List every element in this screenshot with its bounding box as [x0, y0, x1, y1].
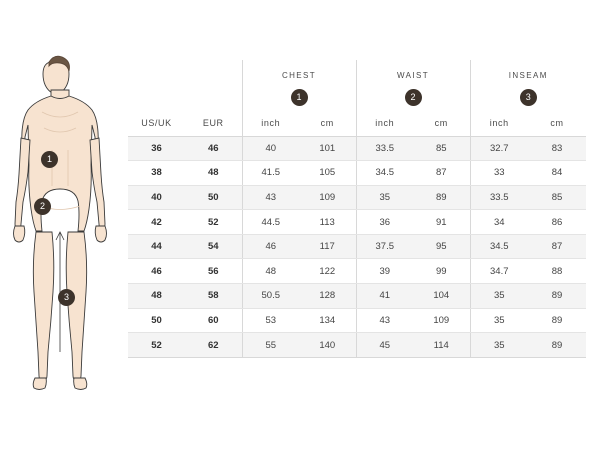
- figure-marker-chest: 1: [41, 151, 58, 168]
- cell-chest-inch: 43: [242, 185, 299, 210]
- cell-chest-inch: 50.5: [242, 284, 299, 309]
- size-chart-body: [128, 136, 586, 357]
- cell-chest-inch: 44.5: [242, 210, 299, 235]
- cell-inseam-cm: 87: [528, 234, 586, 259]
- cell-waist-inch: 41: [356, 284, 413, 309]
- cell-chest-inch: 40: [242, 136, 299, 161]
- cell-chest-inch: 55: [242, 333, 299, 358]
- cell-waist-cm: 91: [413, 210, 470, 235]
- cell-chest-cm: 101: [299, 136, 356, 161]
- badge-cell-chest: [242, 82, 356, 110]
- cell-us-uk: 36: [128, 136, 185, 161]
- cell-waist-inch: 37.5: [356, 234, 413, 259]
- cell-inseam-cm: 85: [528, 185, 586, 210]
- cell-chest-cm: 122: [299, 259, 356, 284]
- cell-chest-inch: 48: [242, 259, 299, 284]
- size-chart-table: [128, 60, 586, 358]
- cell-inseam-inch: 34: [470, 210, 528, 235]
- badge-waist: 2: [405, 89, 422, 106]
- badge-cell-waist: [356, 82, 470, 110]
- size-chart-table-wrapper: [128, 60, 586, 358]
- cell-inseam-inch: 33: [470, 161, 528, 186]
- figure-marker-waist: 2: [34, 198, 51, 215]
- badge-blank: [128, 82, 242, 110]
- table-row: [128, 259, 586, 284]
- table-row: [128, 161, 586, 186]
- cell-inseam-inch: 34.5: [470, 234, 528, 259]
- cell-inseam-cm: 84: [528, 161, 586, 186]
- group-header-row: [128, 60, 586, 82]
- cell-inseam-cm: 88: [528, 259, 586, 284]
- cell-eur: 60: [185, 308, 242, 333]
- cell-us-uk: 44: [128, 234, 185, 259]
- table-row: [128, 234, 586, 259]
- cell-us-uk: 42: [128, 210, 185, 235]
- cell-waist-cm: 109: [413, 308, 470, 333]
- cell-us-uk: 38: [128, 161, 185, 186]
- cell-eur: 52: [185, 210, 242, 235]
- column-header-waist-cm: cm: [413, 110, 470, 136]
- cell-inseam-inch: 35: [470, 308, 528, 333]
- cell-inseam-inch: 34.7: [470, 259, 528, 284]
- cell-inseam-cm: 89: [528, 284, 586, 309]
- cell-chest-cm: 128: [299, 284, 356, 309]
- cell-waist-cm: 99: [413, 259, 470, 284]
- cell-us-uk: 40: [128, 185, 185, 210]
- figure-marker-inseam: 3: [58, 289, 75, 306]
- cell-waist-cm: 89: [413, 185, 470, 210]
- column-header-waist-inch: inch: [356, 110, 413, 136]
- column-header-chest-inch: inch: [242, 110, 299, 136]
- cell-eur: 58: [185, 284, 242, 309]
- column-header-us-uk: US/UK: [128, 110, 185, 136]
- cell-eur: 48: [185, 161, 242, 186]
- cell-waist-inch: 43: [356, 308, 413, 333]
- column-header-inseam-cm: cm: [528, 110, 586, 136]
- cell-chest-cm: 140: [299, 333, 356, 358]
- group-badge-row: [128, 82, 586, 110]
- group-header-blank: [128, 60, 242, 82]
- cell-chest-cm: 113: [299, 210, 356, 235]
- cell-inseam-inch: 32.7: [470, 136, 528, 161]
- cell-inseam-inch: 35: [470, 284, 528, 309]
- cell-waist-cm: 87: [413, 161, 470, 186]
- cell-inseam-inch: 35: [470, 333, 528, 358]
- cell-inseam-cm: 89: [528, 333, 586, 358]
- group-header-waist: WAIST: [356, 60, 470, 82]
- cell-waist-cm: 114: [413, 333, 470, 358]
- table-row: [128, 210, 586, 235]
- cell-waist-cm: 95: [413, 234, 470, 259]
- cell-waist-inch: 36: [356, 210, 413, 235]
- cell-eur: 46: [185, 136, 242, 161]
- column-header-inseam-inch: inch: [470, 110, 528, 136]
- cell-waist-cm: 85: [413, 136, 470, 161]
- cell-us-uk: 52: [128, 333, 185, 358]
- cell-eur: 56: [185, 259, 242, 284]
- cell-waist-cm: 104: [413, 284, 470, 309]
- body-illustration-svg: [0, 0, 120, 450]
- group-header-inseam: INSEAM: [470, 60, 586, 82]
- table-row: [128, 136, 586, 161]
- cell-eur: 62: [185, 333, 242, 358]
- cell-inseam-inch: 33.5: [470, 185, 528, 210]
- column-header-eur: EUR: [185, 110, 242, 136]
- table-row: [128, 284, 586, 309]
- column-header-row: [128, 110, 586, 136]
- body-figure: [0, 0, 120, 450]
- cell-chest-cm: 117: [299, 234, 356, 259]
- cell-us-uk: 48: [128, 284, 185, 309]
- cell-chest-inch: 41.5: [242, 161, 299, 186]
- badge-inseam: 3: [520, 89, 537, 106]
- cell-inseam-cm: 86: [528, 210, 586, 235]
- cell-waist-inch: 45: [356, 333, 413, 358]
- table-row: [128, 308, 586, 333]
- cell-waist-inch: 39: [356, 259, 413, 284]
- cell-inseam-cm: 89: [528, 308, 586, 333]
- cell-waist-inch: 35: [356, 185, 413, 210]
- cell-eur: 50: [185, 185, 242, 210]
- cell-waist-inch: 34.5: [356, 161, 413, 186]
- cell-chest-cm: 134: [299, 308, 356, 333]
- cell-chest-inch: 46: [242, 234, 299, 259]
- column-header-chest-cm: cm: [299, 110, 356, 136]
- cell-eur: 54: [185, 234, 242, 259]
- cell-us-uk: 50: [128, 308, 185, 333]
- cell-chest-cm: 109: [299, 185, 356, 210]
- cell-waist-inch: 33.5: [356, 136, 413, 161]
- badge-cell-inseam: [470, 82, 586, 110]
- group-header-chest: CHEST: [242, 60, 356, 82]
- cell-us-uk: 46: [128, 259, 185, 284]
- cell-inseam-cm: 83: [528, 136, 586, 161]
- badge-chest: 1: [291, 89, 308, 106]
- table-row: [128, 333, 586, 358]
- table-row: [128, 185, 586, 210]
- cell-chest-inch: 53: [242, 308, 299, 333]
- cell-chest-cm: 105: [299, 161, 356, 186]
